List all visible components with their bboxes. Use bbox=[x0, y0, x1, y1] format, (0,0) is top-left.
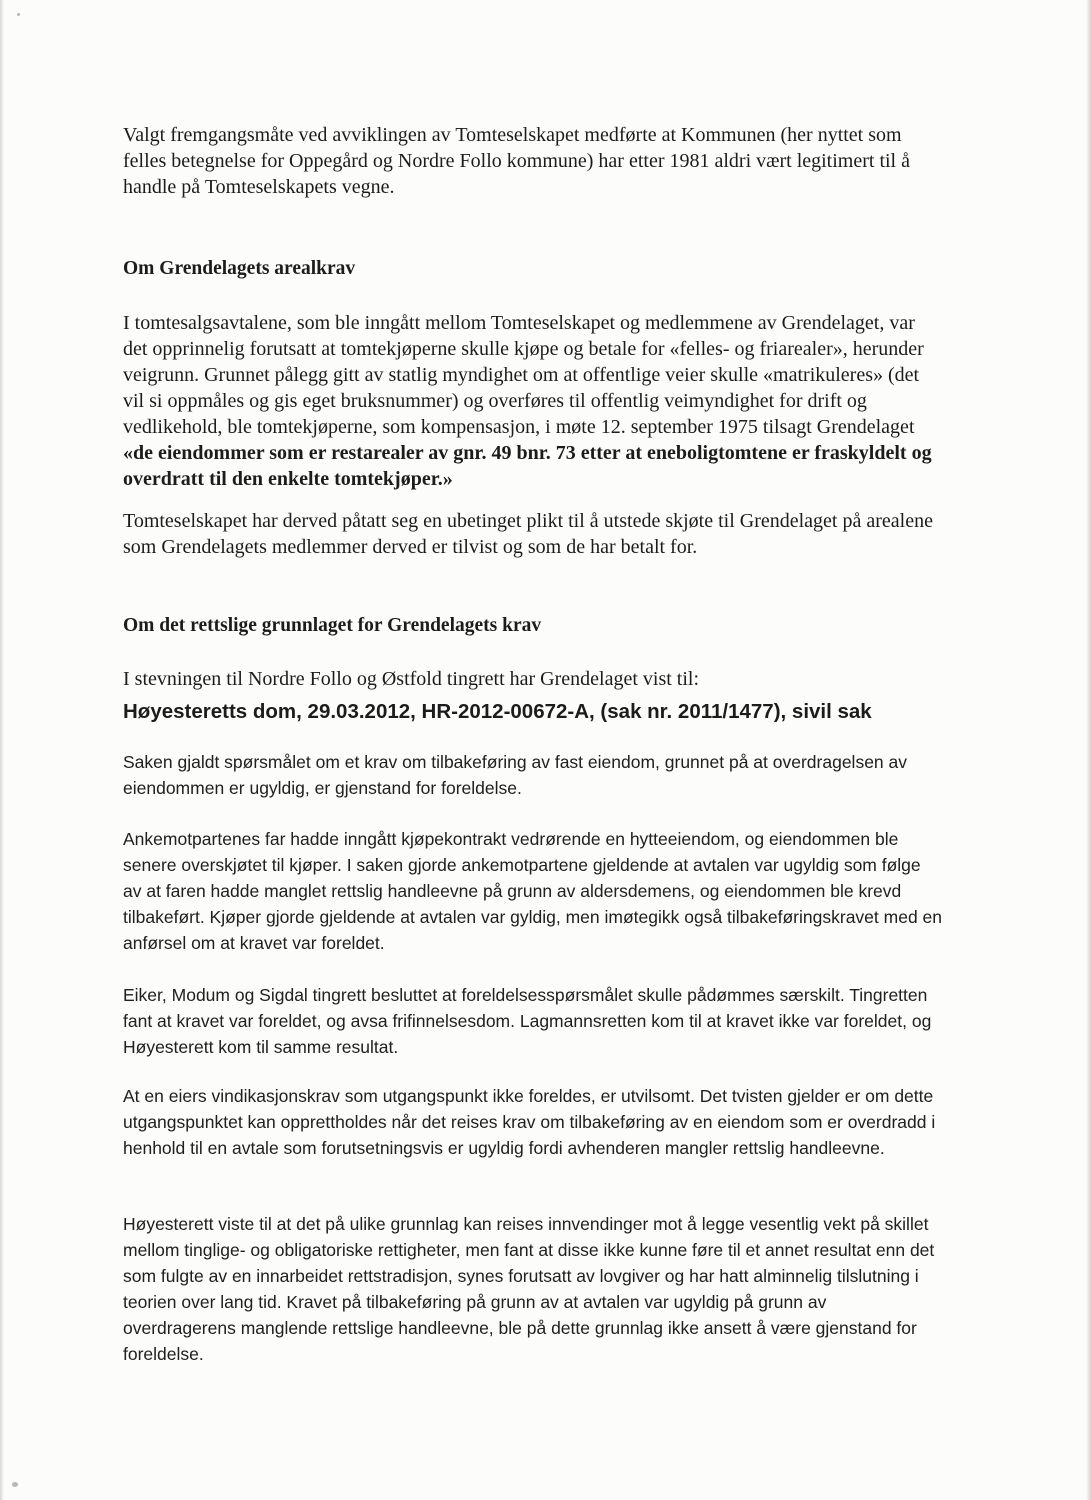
paragraph-stevningen: I stevningen til Nordre Follo og Østfold tingrett har Grendelaget vist til: bbox=[123, 668, 700, 690]
paragraph-vindikasjonskrav: At en eiers vindikasjonskrav som utgangspunkt ikke foreldes, er utvilsomt. Det tvisten gjelder er om dette utgangspunktet kan opprettholdes når det reises krav om tilbakeføring av en eiendom som er overdradd i henhold til en avtale som forutsetningsvis er ugyldig fordi avhenderen mangler rettslig handleevne. bbox=[123, 1086, 936, 1158]
scan-edge-right bbox=[1086, 0, 1091, 1500]
quoted-commitment: «de eiendommer som er restarealer av gnr. 49 bnr. 73 etter at eneboligtomtene er fraskyldelt og overdratt til den enkelte tomtekjøper.» bbox=[123, 442, 932, 490]
ruling-title: Høyesteretts dom, 29.03.2012, HR-2012-00672-A, (sak nr. 2011/1477), sivil sak bbox=[123, 700, 872, 723]
paragraph-tomtesalgsavtalene-text: I tomtesalgsavtalene, som ble inngått mellom Tomteselskapet og medlemmene av Grendelaget, var det opprinnelig forutsatt at tomtekjøperne skulle kjøpe og betale for «felles- og friarealer», herunder veigrunn. Grunnet pålegg gitt av statlig myndighet om at offentlige veier skulle «matrikuleres» (det vil si oppmåles og gis eget bruksnummer) og overføres til offentlig veimyndighet for drift og vedlikehold, ble tomtekjøperne, som kompensasjon, i møte 12. september 1975 tilsagt Grendelaget bbox=[123, 312, 924, 438]
scan-speck bbox=[12, 1482, 18, 1487]
paragraph-intro: Valgt fremgangsmåte ved avviklingen av Tomteselskapet medførte at Kommunen (her nyttet som felles betegnelse for Oppegård og Nordre Follo kommune) har etter 1981 aldri vært legitimert til å handle på Tomteselskapets vegne. bbox=[123, 124, 910, 198]
heading-arealkrav: Om Grendelagets arealkrav bbox=[123, 258, 356, 279]
paragraph-saken-gjaldt: Saken gjaldt spørsmålet om et krav om tilbakeføring av fast eiendom, grunnet på at overdragelsen av eiendommen er ugyldig, er gjenstand for foreldelse. bbox=[123, 752, 908, 798]
paragraph-ankemotpartenes: Ankemotpartenes far hadde inngått kjøpekontrakt vedrørende en hytteeiendom, og eiendommen ble senere overskjøtet til kjøper. I saken gjorde ankemotpartene gjeldende at avtalen var ugyldig som følge av at faren hadde manglet rettslig handleevne på grunn av aldersdemens, og eiendommen ble krevd tilbakeført. Kjøper gjorde gjeldende at avtalen var gyldig, men imøtegikk også tilbakeføringskravet med en anførsel om at kravet var foreldet. bbox=[123, 829, 943, 953]
paragraph-tomtesalgsavtalene bbox=[123, 310, 943, 492]
scan-speck bbox=[17, 13, 20, 16]
heading-rettslige-grunnlaget: Om det rettslige grunnlaget for Grendelagets krav bbox=[123, 615, 542, 636]
paragraph-hoyesterett-viste: Høyesterett viste til at det på ulike grunnlag kan reises innvendinger mot å legge vesentlig vekt på skillet mellom tinglige- og obligatoriske rettigheter, men fant at disse ikke kunne føre til et annet resultat enn det som fulgte av en innarbeidet rettstradisjon, synes forutsatt av lovgiver og har hatt alminnelig tilslutning i teorien over lang tid. Kravet på tilbakeføring på grunn av at avtalen var ugyldig på grunn av overdragerens manglende rettslige handleevne, ble på dette grunnlag ikke ansett å være gjenstand for foreldelse. bbox=[123, 1214, 935, 1364]
paragraph-plikt: Tomteselskapet har derved påtatt seg en ubetinget plikt til å utstede skjøte til Grendelaget på arealene som Grendelagets medlemmer derved er tilvist og som de har betalt for. bbox=[123, 510, 933, 558]
scan-edge-left bbox=[0, 0, 4, 1500]
paragraph-tingrett: Eiker, Modum og Sigdal tingrett besluttet at foreldelsesspørsmålet skulle pådømmes særskilt. Tingretten fant at kravet var foreldet, og avsa frifinnelsesdom. Lagmannsretten kom til at kravet ikke var foreldet, og Høyesterett kom til samme resultat. bbox=[123, 985, 932, 1057]
